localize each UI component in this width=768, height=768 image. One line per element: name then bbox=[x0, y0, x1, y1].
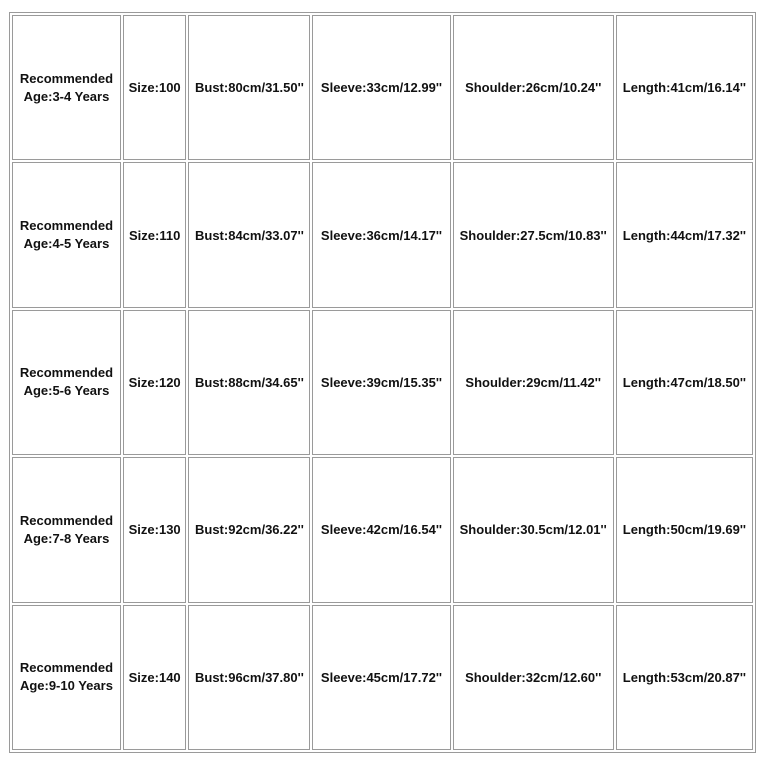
bust-cell: Bust:88cm/34.65'' bbox=[188, 310, 310, 455]
size-cell: Size:140 bbox=[123, 605, 187, 750]
sleeve-cell: Sleeve:36cm/14.17'' bbox=[312, 162, 450, 307]
size-cell: Size:120 bbox=[123, 310, 187, 455]
age-range: Age:9-10 Years bbox=[19, 678, 113, 694]
bust-cell: Bust:96cm/37.80'' bbox=[188, 605, 310, 750]
length-cell: Length:41cm/16.14'' bbox=[616, 15, 753, 160]
table-row bbox=[12, 605, 753, 750]
age-range: Age:3-4 Years bbox=[23, 88, 110, 104]
shoulder-cell: Shoulder:32cm/12.60'' bbox=[453, 605, 614, 750]
length-cell: Length:47cm/18.50'' bbox=[616, 310, 753, 455]
bust-cell: Bust:84cm/33.07'' bbox=[188, 162, 310, 307]
shoulder-cell: Shoulder:26cm/10.24'' bbox=[453, 15, 614, 160]
age-cell bbox=[12, 457, 121, 602]
size-cell: Size:130 bbox=[123, 457, 187, 602]
age-label: Recommended bbox=[19, 70, 114, 86]
bust-cell: Bust:92cm/36.22'' bbox=[188, 457, 310, 602]
sleeve-cell: Sleeve:39cm/15.35'' bbox=[312, 310, 450, 455]
age-label: Recommended bbox=[19, 512, 114, 528]
age-label: Recommended bbox=[19, 218, 114, 234]
shoulder-cell: Shoulder:29cm/11.42'' bbox=[453, 310, 614, 455]
sleeve-cell: Sleeve:33cm/12.99'' bbox=[312, 15, 450, 160]
age-label: Recommended bbox=[19, 660, 114, 676]
age-range: Age:5-6 Years bbox=[23, 383, 110, 399]
table-row bbox=[12, 457, 753, 602]
age-cell bbox=[12, 605, 121, 750]
sleeve-cell: Sleeve:45cm/17.72'' bbox=[312, 605, 450, 750]
size-chart-table bbox=[9, 12, 756, 753]
age-label: Recommended bbox=[19, 365, 114, 381]
bust-cell: Bust:80cm/31.50'' bbox=[188, 15, 310, 160]
age-cell bbox=[12, 310, 121, 455]
age-cell bbox=[12, 162, 121, 307]
sleeve-cell: Sleeve:42cm/16.54'' bbox=[312, 457, 450, 602]
table-row bbox=[12, 162, 753, 307]
table-row bbox=[12, 310, 753, 455]
table-row bbox=[12, 15, 753, 160]
age-range: Age:4-5 Years bbox=[23, 236, 110, 252]
age-cell bbox=[12, 15, 121, 160]
shoulder-cell: Shoulder:27.5cm/10.83'' bbox=[453, 162, 614, 307]
length-cell: Length:44cm/17.32'' bbox=[616, 162, 753, 307]
size-cell: Size:100 bbox=[123, 15, 187, 160]
length-cell: Length:50cm/19.69'' bbox=[616, 457, 753, 602]
age-range: Age:7-8 Years bbox=[23, 530, 110, 546]
shoulder-cell: Shoulder:30.5cm/12.01'' bbox=[453, 457, 614, 602]
length-cell: Length:53cm/20.87'' bbox=[616, 605, 753, 750]
size-cell: Size:110 bbox=[123, 162, 187, 307]
